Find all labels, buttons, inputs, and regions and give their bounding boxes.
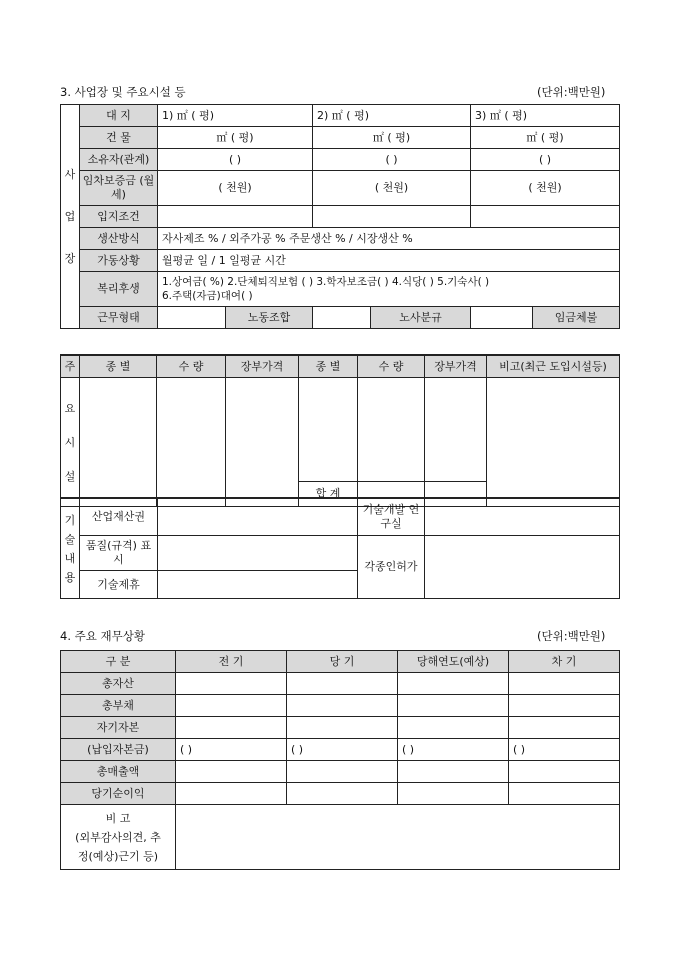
paid-capital-expected[interactable]: ( ) xyxy=(398,739,509,761)
facility-qty-1[interactable] xyxy=(157,378,226,507)
finance-section xyxy=(60,650,619,870)
total-liabilities-expected[interactable] xyxy=(398,695,509,717)
ip-label: 산업재산권 xyxy=(80,498,158,536)
land-label: 대 지 xyxy=(80,105,158,127)
tech-section xyxy=(60,497,619,599)
partnership-field[interactable] xyxy=(158,571,358,599)
section3-unit: (단위:백만원) xyxy=(537,85,606,99)
lease-field-1[interactable]: ( 천원) xyxy=(158,171,313,206)
quality-label: 품질(규격) 표시 xyxy=(80,536,158,571)
net-income-next[interactable] xyxy=(509,783,620,805)
tech-side-label: 기 술 내 용 xyxy=(61,498,80,599)
work-type-label: 근무형태 xyxy=(80,307,158,329)
net-income-prev[interactable] xyxy=(176,783,287,805)
facility-type-1[interactable] xyxy=(80,378,157,507)
total-sales-next[interactable] xyxy=(509,761,620,783)
total-assets-expected[interactable] xyxy=(398,673,509,695)
land-field-2[interactable]: 2) ㎡ ( 평) xyxy=(313,105,471,127)
welfare-line-1: 1.상여금( %) 2.단체퇴직보험 ( ) 3.학자보조금( ) 4.식당( ) 5.기숙사( ) xyxy=(162,276,490,288)
facility-header-type-2: 종 별 xyxy=(299,355,358,378)
finance-header-category: 구 분 xyxy=(61,651,176,673)
facility-header-book-2: 장부가격 xyxy=(425,355,487,378)
owner-field-1[interactable]: ( ) xyxy=(158,149,313,171)
net-income-expected[interactable] xyxy=(398,783,509,805)
facilities-side-top: 주 xyxy=(61,355,80,378)
finance-header-expected: 당해연도(예상) xyxy=(398,651,509,673)
total-liabilities-next[interactable] xyxy=(509,695,620,717)
total-sales-current[interactable] xyxy=(287,761,398,783)
total-liabilities-current[interactable] xyxy=(287,695,398,717)
finance-table xyxy=(60,650,620,870)
location-field-1[interactable] xyxy=(158,206,313,228)
equity-label: 자기자본 xyxy=(61,717,176,739)
owner-label: 소유자(관계) xyxy=(80,149,158,171)
lease-field-2[interactable]: ( 천원) xyxy=(313,171,471,206)
equity-next[interactable] xyxy=(509,717,620,739)
equity-prev[interactable] xyxy=(176,717,287,739)
finance-header-next: 차 기 xyxy=(509,651,620,673)
net-income-current[interactable] xyxy=(287,783,398,805)
facilities-section xyxy=(60,354,619,507)
facility-book-1[interactable] xyxy=(226,378,299,507)
lab-field[interactable] xyxy=(425,498,620,536)
building-field-3[interactable]: ㎡ ( 평) xyxy=(471,127,620,149)
facility-header-remarks: 비고(최근 도입시설등) xyxy=(487,355,620,378)
production-label: 생산방식 xyxy=(80,228,158,250)
facilities-side-label: 요 시 설 xyxy=(61,378,80,507)
union-field[interactable] xyxy=(313,307,371,329)
land-field-1[interactable]: 1) ㎡ ( 평) xyxy=(158,105,313,127)
total-sales-label: 총매출액 xyxy=(61,761,176,783)
facility-qty-2[interactable] xyxy=(358,378,425,482)
permits-label: 각종인허가 xyxy=(358,536,425,599)
arrears-label: 임금체불 xyxy=(533,307,620,329)
facilities-table xyxy=(60,354,620,507)
finance-header-prev: 전 기 xyxy=(176,651,287,673)
workplace-section xyxy=(60,104,619,329)
union-label: 노동조합 xyxy=(226,307,313,329)
dispute-field[interactable] xyxy=(471,307,533,329)
total-assets-prev[interactable] xyxy=(176,673,287,695)
ip-field[interactable] xyxy=(158,498,358,536)
total-sales-expected[interactable] xyxy=(398,761,509,783)
facility-header-qty-1: 수 량 xyxy=(157,355,226,378)
dispute-label: 노사분규 xyxy=(371,307,471,329)
section4-unit: (단위:백만원) xyxy=(537,629,606,643)
lease-label: 임차보증금 (월세) xyxy=(80,171,158,206)
owner-field-3[interactable]: ( ) xyxy=(471,149,620,171)
total-liabilities-label: 총부채 xyxy=(61,695,176,717)
operation-label: 가동상황 xyxy=(80,250,158,272)
section3-title: 3. 사업장 및 주요시설 등 xyxy=(60,85,186,99)
paid-capital-label: (납입자본금) xyxy=(61,739,176,761)
facility-book-2[interactable] xyxy=(425,378,487,482)
production-field[interactable]: 자사제조 % / 외주가공 % 주문생산 % / 시장생산 % xyxy=(158,228,620,250)
facility-header-book-1: 장부가격 xyxy=(226,355,299,378)
permits-field[interactable] xyxy=(425,536,620,599)
paid-capital-prev[interactable]: ( ) xyxy=(176,739,287,761)
finance-remarks-label: 비 고 (외부감사의견, 추 정(예상)근기 등) xyxy=(61,805,176,870)
lease-field-3[interactable]: ( 천원) xyxy=(471,171,620,206)
total-assets-next[interactable] xyxy=(509,673,620,695)
owner-field-2[interactable]: ( ) xyxy=(313,149,471,171)
workplace-side-label: 사 업 장 xyxy=(61,105,80,329)
welfare-label: 복리후생 xyxy=(80,272,158,307)
building-label: 건 물 xyxy=(80,127,158,149)
tech-table xyxy=(60,497,620,599)
work-type-field[interactable] xyxy=(158,307,226,329)
building-field-2[interactable]: ㎡ ( 평) xyxy=(313,127,471,149)
facility-remarks[interactable] xyxy=(487,378,620,507)
lab-label: 기술개발 연구실 xyxy=(358,498,425,536)
finance-header-current: 당 기 xyxy=(287,651,398,673)
welfare-line-2: 6.주택(자금)대여( ) xyxy=(162,290,253,302)
finance-remarks-field[interactable] xyxy=(176,805,620,870)
equity-expected[interactable] xyxy=(398,717,509,739)
section4-title: 4. 주요 재무상황 xyxy=(60,629,145,643)
facility-header-type-1: 종 별 xyxy=(80,355,157,378)
location-label: 입지조건 xyxy=(80,206,158,228)
total-sales-prev[interactable] xyxy=(176,761,287,783)
welfare-field[interactable] xyxy=(158,272,620,307)
facility-total-label: 합 계 xyxy=(299,481,358,506)
operation-field[interactable]: 월평균 일 / 1 일평균 시간 xyxy=(158,250,620,272)
facility-type-2[interactable] xyxy=(299,378,358,482)
net-income-label: 당기순이익 xyxy=(61,783,176,805)
equity-current[interactable] xyxy=(287,717,398,739)
total-liabilities-prev[interactable] xyxy=(176,695,287,717)
total-assets-label: 총자산 xyxy=(61,673,176,695)
quality-field[interactable] xyxy=(158,536,358,571)
location-field-3[interactable] xyxy=(471,206,620,228)
paid-capital-next[interactable]: ( ) xyxy=(509,739,620,761)
paid-capital-current[interactable]: ( ) xyxy=(287,739,398,761)
facility-header-qty-2: 수 량 xyxy=(358,355,425,378)
workplace-table xyxy=(60,104,620,329)
total-assets-current[interactable] xyxy=(287,673,398,695)
building-field-1[interactable]: ㎡ ( 평) xyxy=(158,127,313,149)
partnership-label: 기술제휴 xyxy=(80,571,158,599)
land-field-3[interactable]: 3) ㎡ ( 평) xyxy=(471,105,620,127)
location-field-2[interactable] xyxy=(313,206,471,228)
